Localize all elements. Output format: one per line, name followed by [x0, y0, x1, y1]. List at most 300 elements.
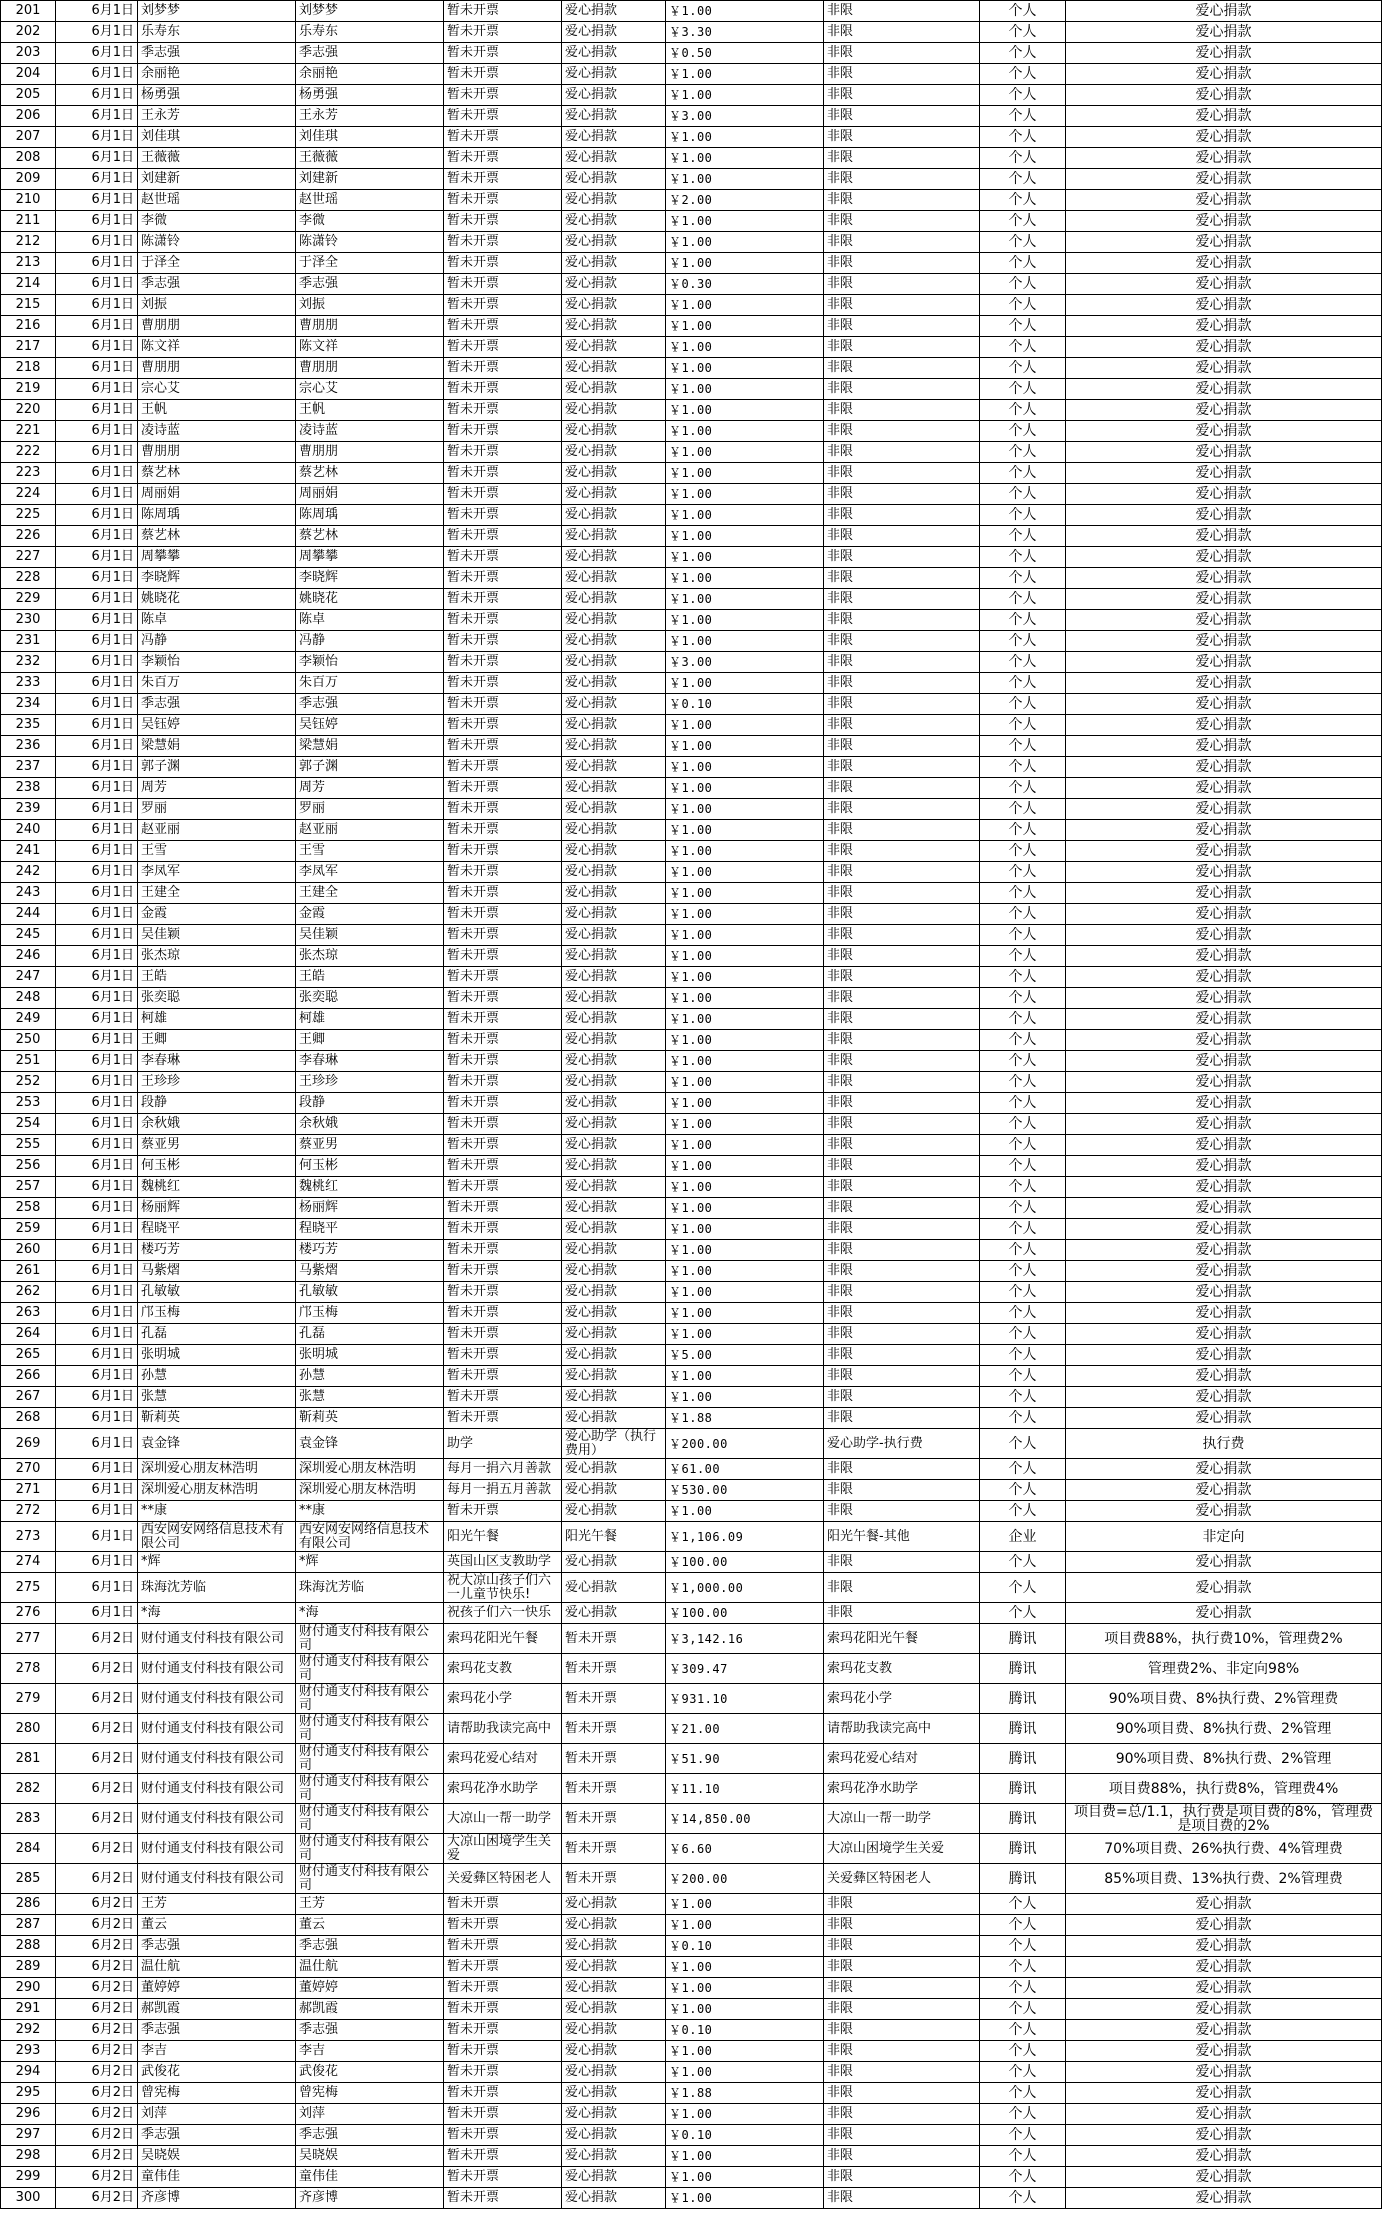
- table-row: [1, 778, 1382, 799]
- donor-name: 李晓辉: [138, 568, 296, 589]
- donation-date: 6月1日: [56, 1282, 138, 1303]
- project-name: 请帮助我读完高中: [824, 1714, 980, 1744]
- table-row: [1, 2146, 1382, 2167]
- row-number: 222: [1, 442, 56, 463]
- payer-name: 于泽全: [296, 253, 444, 274]
- payer-name: 财付通支付科技有限公司: [296, 1714, 444, 1744]
- donation-type: 爱心捐款: [562, 1135, 666, 1156]
- payer-name: 杨勇强: [296, 85, 444, 106]
- donation-note: 暂未开票: [444, 1240, 562, 1261]
- table-row: [1, 1714, 1382, 1744]
- donation-type: 爱心捐款: [562, 2167, 666, 2188]
- row-number: 212: [1, 232, 56, 253]
- donation-date: 6月1日: [56, 841, 138, 862]
- donor-name: 财付通支付科技有限公司: [138, 1744, 296, 1774]
- donor-category: 腾讯: [980, 1804, 1066, 1834]
- fund-usage: 爱心捐款: [1066, 1, 1382, 22]
- table-row: [1, 1093, 1382, 1114]
- project-name: 关爱彝区特困老人: [824, 1864, 980, 1894]
- donation-note: 索玛花爱心结对: [444, 1744, 562, 1774]
- table-row: [1, 1429, 1382, 1459]
- donation-amount: ￥1.00: [666, 820, 824, 841]
- donation-date: 6月1日: [56, 652, 138, 673]
- project-name: 非限: [824, 379, 980, 400]
- donation-type: 爱心捐款: [562, 1198, 666, 1219]
- project-name: 非限: [824, 1480, 980, 1501]
- donation-note: 暂未开票: [444, 694, 562, 715]
- payer-name: 张杰琼: [296, 946, 444, 967]
- donation-amount: ￥1.00: [666, 1, 824, 22]
- row-number: 274: [1, 1552, 56, 1573]
- donor-name: 深圳爱心朋友林浩明: [138, 1459, 296, 1480]
- payer-name: 珠海沈芳临: [296, 1573, 444, 1603]
- fund-usage: 爱心捐款: [1066, 568, 1382, 589]
- donor-name: 邝玉梅: [138, 1303, 296, 1324]
- project-name: 索玛花支教: [824, 1654, 980, 1684]
- row-number: 216: [1, 316, 56, 337]
- row-number: 245: [1, 925, 56, 946]
- donor-category: 个人: [980, 673, 1066, 694]
- donor-name: 武俊花: [138, 2062, 296, 2083]
- payer-name: 郝凯霞: [296, 1999, 444, 2020]
- donation-type: 暂未开票: [562, 1744, 666, 1774]
- donation-date: 6月1日: [56, 505, 138, 526]
- table-row: [1, 1072, 1382, 1093]
- donation-type: 爱心捐款: [562, 631, 666, 652]
- fund-usage: 爱心捐款: [1066, 190, 1382, 211]
- donation-note: 暂未开票: [444, 1219, 562, 1240]
- donation-type: 爱心捐款: [562, 736, 666, 757]
- project-name: 非限: [824, 400, 980, 421]
- project-name: 非限: [824, 1459, 980, 1480]
- donor-category: 个人: [980, 463, 1066, 484]
- donation-type: 暂未开票: [562, 1714, 666, 1744]
- donor-category: 个人: [980, 589, 1066, 610]
- donation-date: 6月1日: [56, 1030, 138, 1051]
- project-name: 非限: [824, 988, 980, 1009]
- donation-type: 爱心捐款: [562, 1408, 666, 1429]
- donor-category: 个人: [980, 2020, 1066, 2041]
- table-row: [1, 547, 1382, 568]
- donor-category: 个人: [980, 1429, 1066, 1459]
- donor-category: 个人: [980, 232, 1066, 253]
- donation-date: 6月1日: [56, 1072, 138, 1093]
- table-row: [1, 1774, 1382, 1804]
- payer-name: 袁金锋: [296, 1429, 444, 1459]
- payer-name: 财付通支付科技有限公司: [296, 1864, 444, 1894]
- donation-type: 爱心捐款: [562, 1156, 666, 1177]
- donor-name: 李春琳: [138, 1051, 296, 1072]
- donor-category: 个人: [980, 526, 1066, 547]
- project-name: 非限: [824, 43, 980, 64]
- project-name: 非限: [824, 316, 980, 337]
- payer-name: 季志强: [296, 694, 444, 715]
- row-number: 261: [1, 1261, 56, 1282]
- donation-date: 6月1日: [56, 169, 138, 190]
- donation-date: 6月1日: [56, 1603, 138, 1624]
- table-row: [1, 400, 1382, 421]
- donation-date: 6月2日: [56, 2083, 138, 2104]
- donor-category: 个人: [980, 1, 1066, 22]
- table-row: [1, 463, 1382, 484]
- donation-note: 暂未开票: [444, 1408, 562, 1429]
- table-row: [1, 1366, 1382, 1387]
- donor-category: 个人: [980, 1978, 1066, 1999]
- donation-date: 6月1日: [56, 610, 138, 631]
- fund-usage: 爱心捐款: [1066, 778, 1382, 799]
- donor-category: 企业: [980, 1522, 1066, 1552]
- donation-type: 暂未开票: [562, 1864, 666, 1894]
- project-name: 非限: [824, 1366, 980, 1387]
- donation-note: 助学: [444, 1429, 562, 1459]
- row-number: 276: [1, 1603, 56, 1624]
- donor-name: 楼巧芳: [138, 1240, 296, 1261]
- donation-note: 暂未开票: [444, 127, 562, 148]
- donation-date: 6月1日: [56, 1240, 138, 1261]
- donation-note: 暂未开票: [444, 2104, 562, 2125]
- table-row: [1, 1894, 1382, 1915]
- fund-usage: 爱心捐款: [1066, 1282, 1382, 1303]
- payer-name: 蔡艺林: [296, 526, 444, 547]
- payer-name: 财付通支付科技有限公司: [296, 1804, 444, 1834]
- table-row: [1, 274, 1382, 295]
- payer-name: 王建全: [296, 883, 444, 904]
- donor-category: 个人: [980, 1135, 1066, 1156]
- table-row: [1, 1135, 1382, 1156]
- donation-date: 6月2日: [56, 1915, 138, 1936]
- donation-amount: ￥1,106.09: [666, 1522, 824, 1552]
- table-row: [1, 757, 1382, 778]
- fund-usage: 爱心捐款: [1066, 1219, 1382, 1240]
- project-name: 非限: [824, 736, 980, 757]
- donation-type: 爱心捐款: [562, 2125, 666, 2146]
- row-number: 228: [1, 568, 56, 589]
- donor-name: 柯雄: [138, 1009, 296, 1030]
- donor-category: 个人: [980, 1240, 1066, 1261]
- payer-name: 陈卓: [296, 610, 444, 631]
- donation-type: 阳光午餐: [562, 1522, 666, 1552]
- fund-usage: 爱心捐款: [1066, 64, 1382, 85]
- project-name: 索玛花阳光午餐: [824, 1624, 980, 1654]
- payer-name: 刘佳琪: [296, 127, 444, 148]
- project-name: 大凉山困境学生关爱: [824, 1834, 980, 1864]
- donation-type: 爱心捐款: [562, 253, 666, 274]
- donor-category: 个人: [980, 1387, 1066, 1408]
- donor-category: 腾讯: [980, 1654, 1066, 1684]
- donation-date: 6月2日: [56, 1978, 138, 1999]
- project-name: 索玛花净水助学: [824, 1774, 980, 1804]
- donor-name: 周芳: [138, 778, 296, 799]
- donation-type: 爱心捐款: [562, 673, 666, 694]
- donation-note: 每月一捐六月善款: [444, 1459, 562, 1480]
- table-row: [1, 2188, 1382, 2209]
- donation-amount: ￥1.00: [666, 715, 824, 736]
- donor-name: 齐彦博: [138, 2188, 296, 2209]
- table-row: [1, 925, 1382, 946]
- donor-name: 财付通支付科技有限公司: [138, 1684, 296, 1714]
- donation-type: 爱心捐款: [562, 1072, 666, 1093]
- donation-type: 爱心捐款: [562, 883, 666, 904]
- donation-date: 6月1日: [56, 736, 138, 757]
- donor-category: 个人: [980, 715, 1066, 736]
- donor-category: 个人: [980, 1936, 1066, 1957]
- fund-usage: 爱心捐款: [1066, 1072, 1382, 1093]
- table-row: [1, 379, 1382, 400]
- donation-date: 6月2日: [56, 1744, 138, 1774]
- donation-date: 6月1日: [56, 211, 138, 232]
- donation-amount: ￥1.00: [666, 253, 824, 274]
- donation-amount: ￥1.00: [666, 1501, 824, 1522]
- row-number: 264: [1, 1324, 56, 1345]
- row-number: 249: [1, 1009, 56, 1030]
- donation-date: 6月1日: [56, 1009, 138, 1030]
- donation-amount: ￥1.00: [666, 2167, 824, 2188]
- row-number: 205: [1, 85, 56, 106]
- fund-usage: 爱心捐款: [1066, 2083, 1382, 2104]
- project-name: 爱心助学-执行费: [824, 1429, 980, 1459]
- table-row: [1, 2041, 1382, 2062]
- project-name: 非限: [824, 442, 980, 463]
- row-number: 238: [1, 778, 56, 799]
- payer-name: 周丽娟: [296, 484, 444, 505]
- table-row: [1, 946, 1382, 967]
- donation-type: 爱心捐款: [562, 2146, 666, 2167]
- donation-note: 暂未开票: [444, 2125, 562, 2146]
- donation-type: 爱心捐款: [562, 715, 666, 736]
- row-number: 225: [1, 505, 56, 526]
- project-name: 非限: [824, 484, 980, 505]
- donation-date: 6月1日: [56, 1198, 138, 1219]
- donor-category: 个人: [980, 1114, 1066, 1135]
- donor-category: 个人: [980, 43, 1066, 64]
- row-number: 272: [1, 1501, 56, 1522]
- donor-category: 个人: [980, 1999, 1066, 2020]
- donation-note: 英国山区支教助学: [444, 1552, 562, 1573]
- donation-amount: ￥1.00: [666, 148, 824, 169]
- donation-type: 暂未开票: [562, 1624, 666, 1654]
- table-row: [1, 799, 1382, 820]
- row-number: 217: [1, 337, 56, 358]
- donation-amount: ￥1.00: [666, 2062, 824, 2083]
- row-number: 213: [1, 253, 56, 274]
- table-row: [1, 85, 1382, 106]
- row-number: 206: [1, 106, 56, 127]
- donation-type: 暂未开票: [562, 1684, 666, 1714]
- donation-date: 6月1日: [56, 568, 138, 589]
- donor-category: 个人: [980, 85, 1066, 106]
- donor-category: 个人: [980, 862, 1066, 883]
- donation-amount: ￥530.00: [666, 1480, 824, 1501]
- donor-category: 个人: [980, 925, 1066, 946]
- table-row: [1, 1240, 1382, 1261]
- fund-usage: 爱心捐款: [1066, 757, 1382, 778]
- row-number: 218: [1, 358, 56, 379]
- table-row: [1, 1603, 1382, 1624]
- donation-note: 请帮助我读完高中: [444, 1714, 562, 1744]
- project-name: 非限: [824, 505, 980, 526]
- fund-usage: 爱心捐款: [1066, 799, 1382, 820]
- table-row: [1, 610, 1382, 631]
- row-number: 204: [1, 64, 56, 85]
- project-name: 非限: [824, 547, 980, 568]
- donation-note: 暂未开票: [444, 211, 562, 232]
- payer-name: 王帆: [296, 400, 444, 421]
- donation-date: 6月1日: [56, 1051, 138, 1072]
- donation-date: 6月2日: [56, 2041, 138, 2062]
- payer-name: 季志强: [296, 2125, 444, 2146]
- donation-date: 6月1日: [56, 400, 138, 421]
- row-number: 294: [1, 2062, 56, 2083]
- table-row: [1, 1624, 1382, 1654]
- donation-type: 爱心捐款: [562, 337, 666, 358]
- donor-name: 魏桃红: [138, 1177, 296, 1198]
- payer-name: 王薇薇: [296, 148, 444, 169]
- donor-name: 余秋娥: [138, 1114, 296, 1135]
- row-number: 250: [1, 1030, 56, 1051]
- fund-usage: 爱心捐款: [1066, 1051, 1382, 1072]
- table-row: [1, 148, 1382, 169]
- donation-note: 暂未开票: [444, 148, 562, 169]
- donor-name: 郭子渊: [138, 757, 296, 778]
- row-number: 256: [1, 1156, 56, 1177]
- row-number: 262: [1, 1282, 56, 1303]
- donor-name: 刘萍: [138, 2104, 296, 2125]
- donor-name: 财付通支付科技有限公司: [138, 1864, 296, 1894]
- donation-note: 暂未开票: [444, 1501, 562, 1522]
- payer-name: 西安网安网络信息技术有限公司: [296, 1522, 444, 1552]
- donation-note: 暂未开票: [444, 946, 562, 967]
- payer-name: 王芳: [296, 1894, 444, 1915]
- payer-name: 吴晓娱: [296, 2146, 444, 2167]
- project-name: 非限: [824, 610, 980, 631]
- donor-name: 温仕航: [138, 1957, 296, 1978]
- donation-amount: ￥1.00: [666, 64, 824, 85]
- table-row: [1, 1999, 1382, 2020]
- donation-amount: ￥1.00: [666, 1051, 824, 1072]
- table-row: [1, 2083, 1382, 2104]
- donor-name: 赵世瑶: [138, 190, 296, 211]
- fund-usage: 爱心捐款: [1066, 1603, 1382, 1624]
- donation-type: 爱心捐款: [562, 1114, 666, 1135]
- donation-type: 爱心捐款: [562, 694, 666, 715]
- donor-name: 蔡艺林: [138, 526, 296, 547]
- donor-category: 个人: [980, 1009, 1066, 1030]
- donation-type: 爱心捐款: [562, 400, 666, 421]
- payer-name: 周芳: [296, 778, 444, 799]
- row-number: 253: [1, 1093, 56, 1114]
- project-name: 非限: [824, 652, 980, 673]
- row-number: 283: [1, 1804, 56, 1834]
- donation-date: 6月1日: [56, 1345, 138, 1366]
- donor-name: 金霞: [138, 904, 296, 925]
- payer-name: 赵世瑶: [296, 190, 444, 211]
- table-row: [1, 673, 1382, 694]
- donation-date: 6月1日: [56, 22, 138, 43]
- donor-name: 段静: [138, 1093, 296, 1114]
- donor-category: 个人: [980, 337, 1066, 358]
- table-row: [1, 1303, 1382, 1324]
- donation-note: 暂未开票: [444, 526, 562, 547]
- donation-amount: ￥1.00: [666, 379, 824, 400]
- donation-amount: ￥3.30: [666, 22, 824, 43]
- donation-date: 6月2日: [56, 1864, 138, 1894]
- project-name: 非限: [824, 1030, 980, 1051]
- fund-usage: 爱心捐款: [1066, 85, 1382, 106]
- donor-name: 季志强: [138, 2125, 296, 2146]
- donor-name: 周丽娟: [138, 484, 296, 505]
- donation-note: 暂未开票: [444, 778, 562, 799]
- payer-name: *海: [296, 1603, 444, 1624]
- fund-usage: 爱心捐款: [1066, 463, 1382, 484]
- donor-name: 朱百万: [138, 673, 296, 694]
- fund-usage: 项目费=总/1.1，执行费是项目费的8%，管理费是项目费的2%: [1066, 1804, 1382, 1834]
- donor-category: 个人: [980, 1603, 1066, 1624]
- donation-type: 爱心捐款: [562, 757, 666, 778]
- donation-date: 6月1日: [56, 379, 138, 400]
- payer-name: 孔敏敏: [296, 1282, 444, 1303]
- project-name: 非限: [824, 253, 980, 274]
- donation-date: 6月2日: [56, 2167, 138, 2188]
- donation-note: 暂未开票: [444, 547, 562, 568]
- donor-name: 孔磊: [138, 1324, 296, 1345]
- fund-usage: 爱心捐款: [1066, 2062, 1382, 2083]
- donation-note: 暂未开票: [444, 337, 562, 358]
- donor-name: 吴钰婷: [138, 715, 296, 736]
- donor-name: 王薇薇: [138, 148, 296, 169]
- donation-date: 6月1日: [56, 1156, 138, 1177]
- row-number: 268: [1, 1408, 56, 1429]
- donation-amount: ￥1.00: [666, 1240, 824, 1261]
- donation-type: 爱心捐款: [562, 862, 666, 883]
- fund-usage: 爱心捐款: [1066, 547, 1382, 568]
- project-name: 非限: [824, 1603, 980, 1624]
- donation-date: 6月1日: [56, 190, 138, 211]
- donation-date: 6月1日: [56, 1177, 138, 1198]
- donation-date: 6月1日: [56, 1522, 138, 1552]
- table-row: [1, 1864, 1382, 1894]
- donation-note: 暂未开票: [444, 652, 562, 673]
- donor-category: 腾讯: [980, 1774, 1066, 1804]
- fund-usage: 爱心捐款: [1066, 1936, 1382, 1957]
- donation-date: 6月1日: [56, 442, 138, 463]
- donor-category: 个人: [980, 1072, 1066, 1093]
- donation-note: 暂未开票: [444, 253, 562, 274]
- donation-date: 6月1日: [56, 484, 138, 505]
- table-row: [1, 862, 1382, 883]
- donation-type: 爱心捐款: [562, 1009, 666, 1030]
- donation-type: 爱心捐款: [562, 652, 666, 673]
- row-number: 284: [1, 1834, 56, 1864]
- row-number: 252: [1, 1072, 56, 1093]
- donation-type: 爱心捐款: [562, 484, 666, 505]
- donation-note: 暂未开票: [444, 190, 562, 211]
- row-number: 291: [1, 1999, 56, 2020]
- donation-note: 暂未开票: [444, 484, 562, 505]
- payer-name: 赵亚丽: [296, 820, 444, 841]
- donation-date: 6月2日: [56, 2125, 138, 2146]
- payer-name: 李春琳: [296, 1051, 444, 1072]
- donor-name: 张慧: [138, 1387, 296, 1408]
- donation-date: 6月1日: [56, 778, 138, 799]
- donor-name: 刘梦梦: [138, 1, 296, 22]
- donation-note: 暂未开票: [444, 1156, 562, 1177]
- project-name: 非限: [824, 1177, 980, 1198]
- donation-date: 6月1日: [56, 295, 138, 316]
- donor-category: 个人: [980, 799, 1066, 820]
- row-number: 223: [1, 463, 56, 484]
- donor-name: 郝凯霞: [138, 1999, 296, 2020]
- donor-name: 吴晓娱: [138, 2146, 296, 2167]
